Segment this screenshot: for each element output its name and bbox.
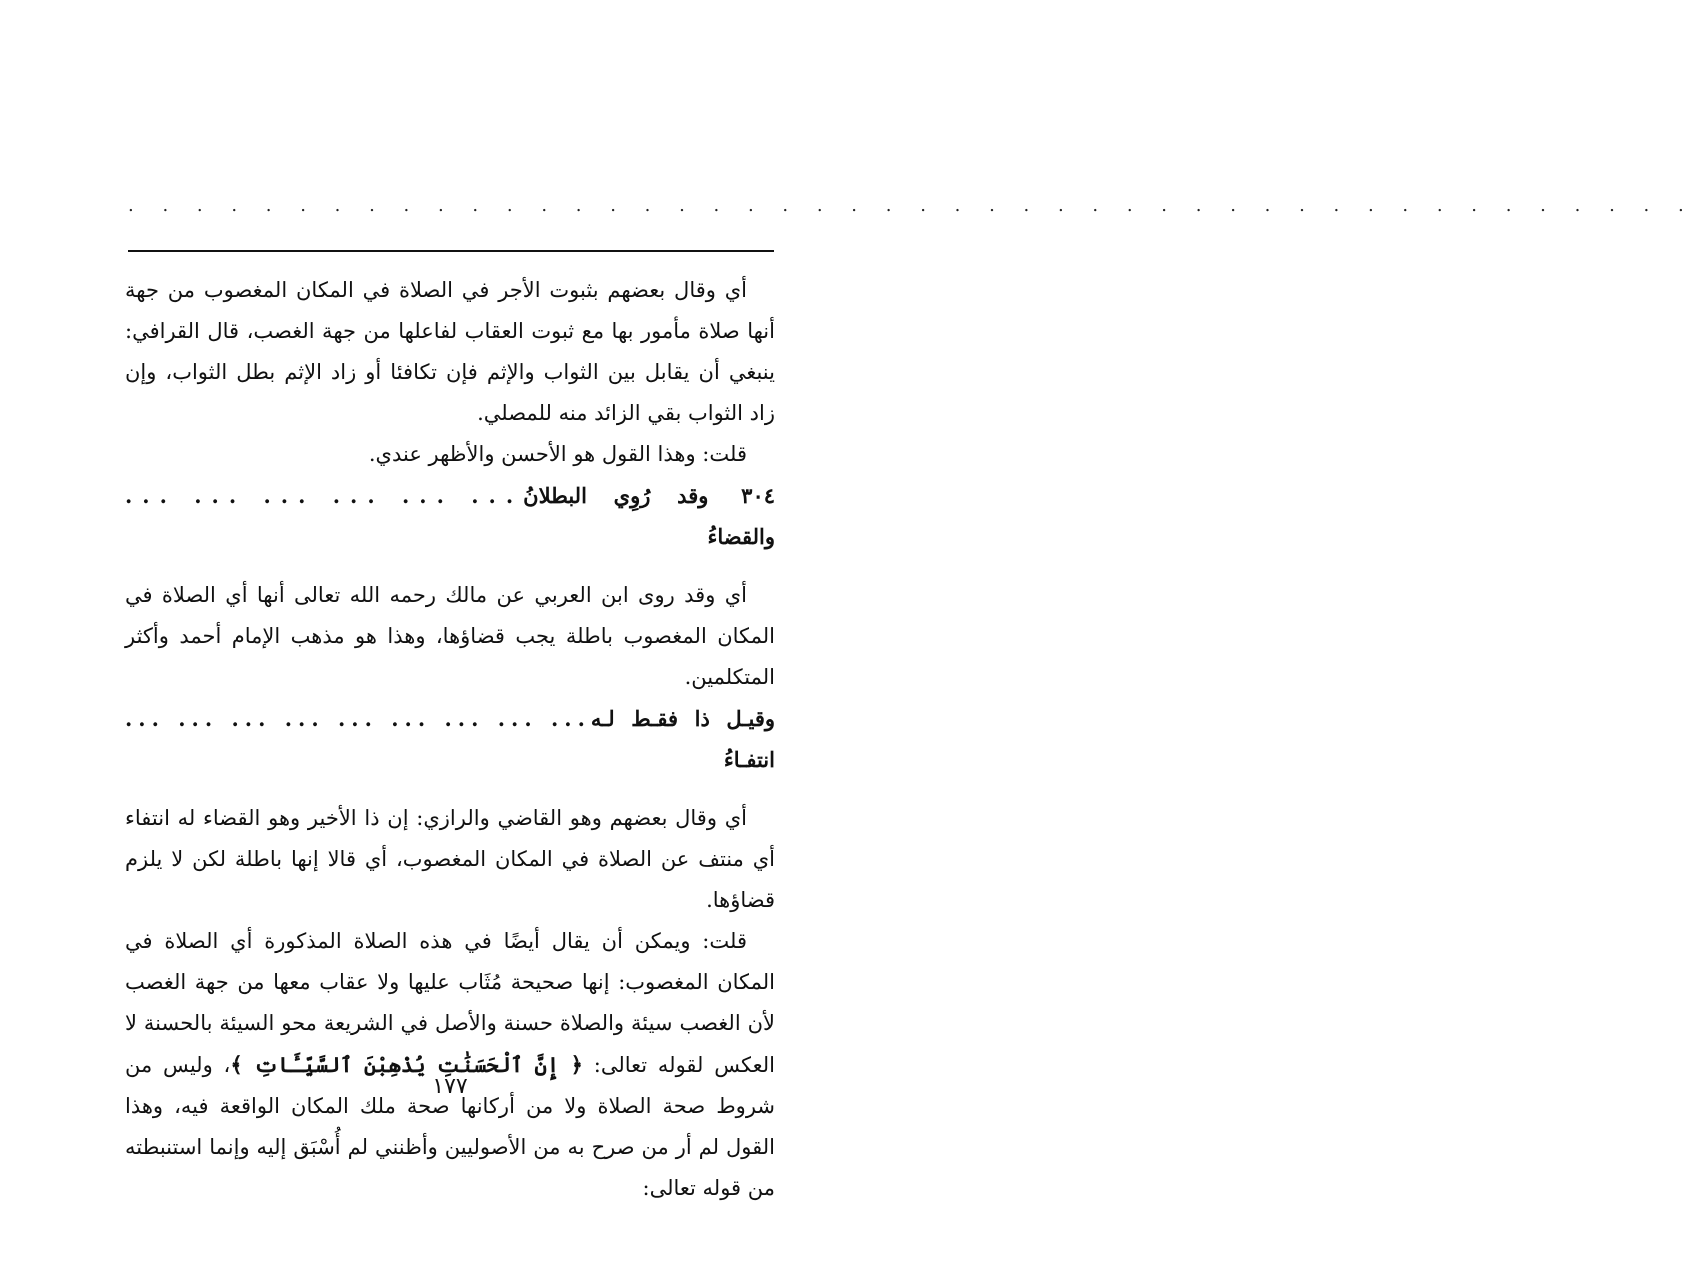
spacer [125, 557, 775, 575]
verse-line: وقد رُوِي البطلانُ والقضاءُ [523, 483, 775, 549]
paragraph-5 [125, 921, 775, 1209]
paragraph-5-start: قلت: ويمكن أن يقال أيضًا في هذه الصلاة المذكورة أي الصلاة في المكان المغصوب: إنها صحيحة مُثَاب عليها ولا عقاب معها من جهة الغصب لأن الغصب سيئة والصلاة حسنة والأصل في الشريعة محو السيئة بالحسنة لا العكس لقوله تعالى: [125, 929, 776, 1077]
header-dotted-line: . . . . . . . . . . . . . . . . . . . . . . . . . . . . . . . . . . . . . . . . . . . . . . [128, 195, 1695, 216]
verse-line-2: وقيـل ذا فقـط لـه انتفـاءُ [590, 706, 775, 772]
verse-2 [125, 698, 775, 780]
paragraph-1: أي وقال بعضهم بثبوت الأجر في الصلاة في المكان المغصوب من جهة أنها صلاة مأمور بها مع ثبوت العقاب لفاعلها من جهة الغصب، قال القرافي: ينبغي أن يقابل بين الثواب والإثم فإن تكافئا أو زاد الإثم بطل الثواب، وإن زاد الثواب بقي الزائد منه للمصلي. [125, 278, 775, 425]
verse-304 [125, 475, 775, 557]
spacer [125, 780, 775, 798]
verse-dots-2: ... ... ... ... ... ... ... ... ... [125, 706, 591, 731]
verse-dots: ... ... ... ... ... ... [125, 483, 524, 508]
header-rule [128, 250, 774, 252]
verse-number: ٣٠٤ [741, 483, 776, 508]
quran-verse: ﴿ إِنَّ ٱلْحَسَنَٰتِ يُذْهِبْنَ ٱلسَّيِّـَٔاتِ ﴾ [230, 1052, 583, 1077]
paragraph-5-end: ، وليس من شروط صحة الصلاة ولا من أركانها صحة ملك المكان الواقعة فيه، وهذا القول لم أر من صرح به من الأصوليين وأظنني لم أُسْبَق إليه وإنما استنبطته من قوله تعالى: [125, 1053, 775, 1200]
paragraph-3: أي وقد روى ابن العربي عن مالك رحمه الله تعالى أنها أي الصلاة في المكان المغصوب باطلة يجب قضاؤها، وهذا هو مذهب الإمام أحمد وأكثر المتكلمين. [125, 583, 775, 689]
paragraph-2: قلت: وهذا القول هو الأحسن والأظهر عندي. [368, 442, 747, 466]
verse-304-text [523, 475, 775, 557]
body-text [125, 270, 775, 1209]
paragraph-4: أي وقال بعضهم وهو القاضي والرازي: إن ذا الأخير وهو القضاء له انتفاء أي منتف عن الصلاة في المكان المغصوب، أي قالا إنها باطلة لكن لا يلزم قضاؤها. [125, 806, 775, 912]
page-number: ١٧٧ [432, 1074, 468, 1099]
